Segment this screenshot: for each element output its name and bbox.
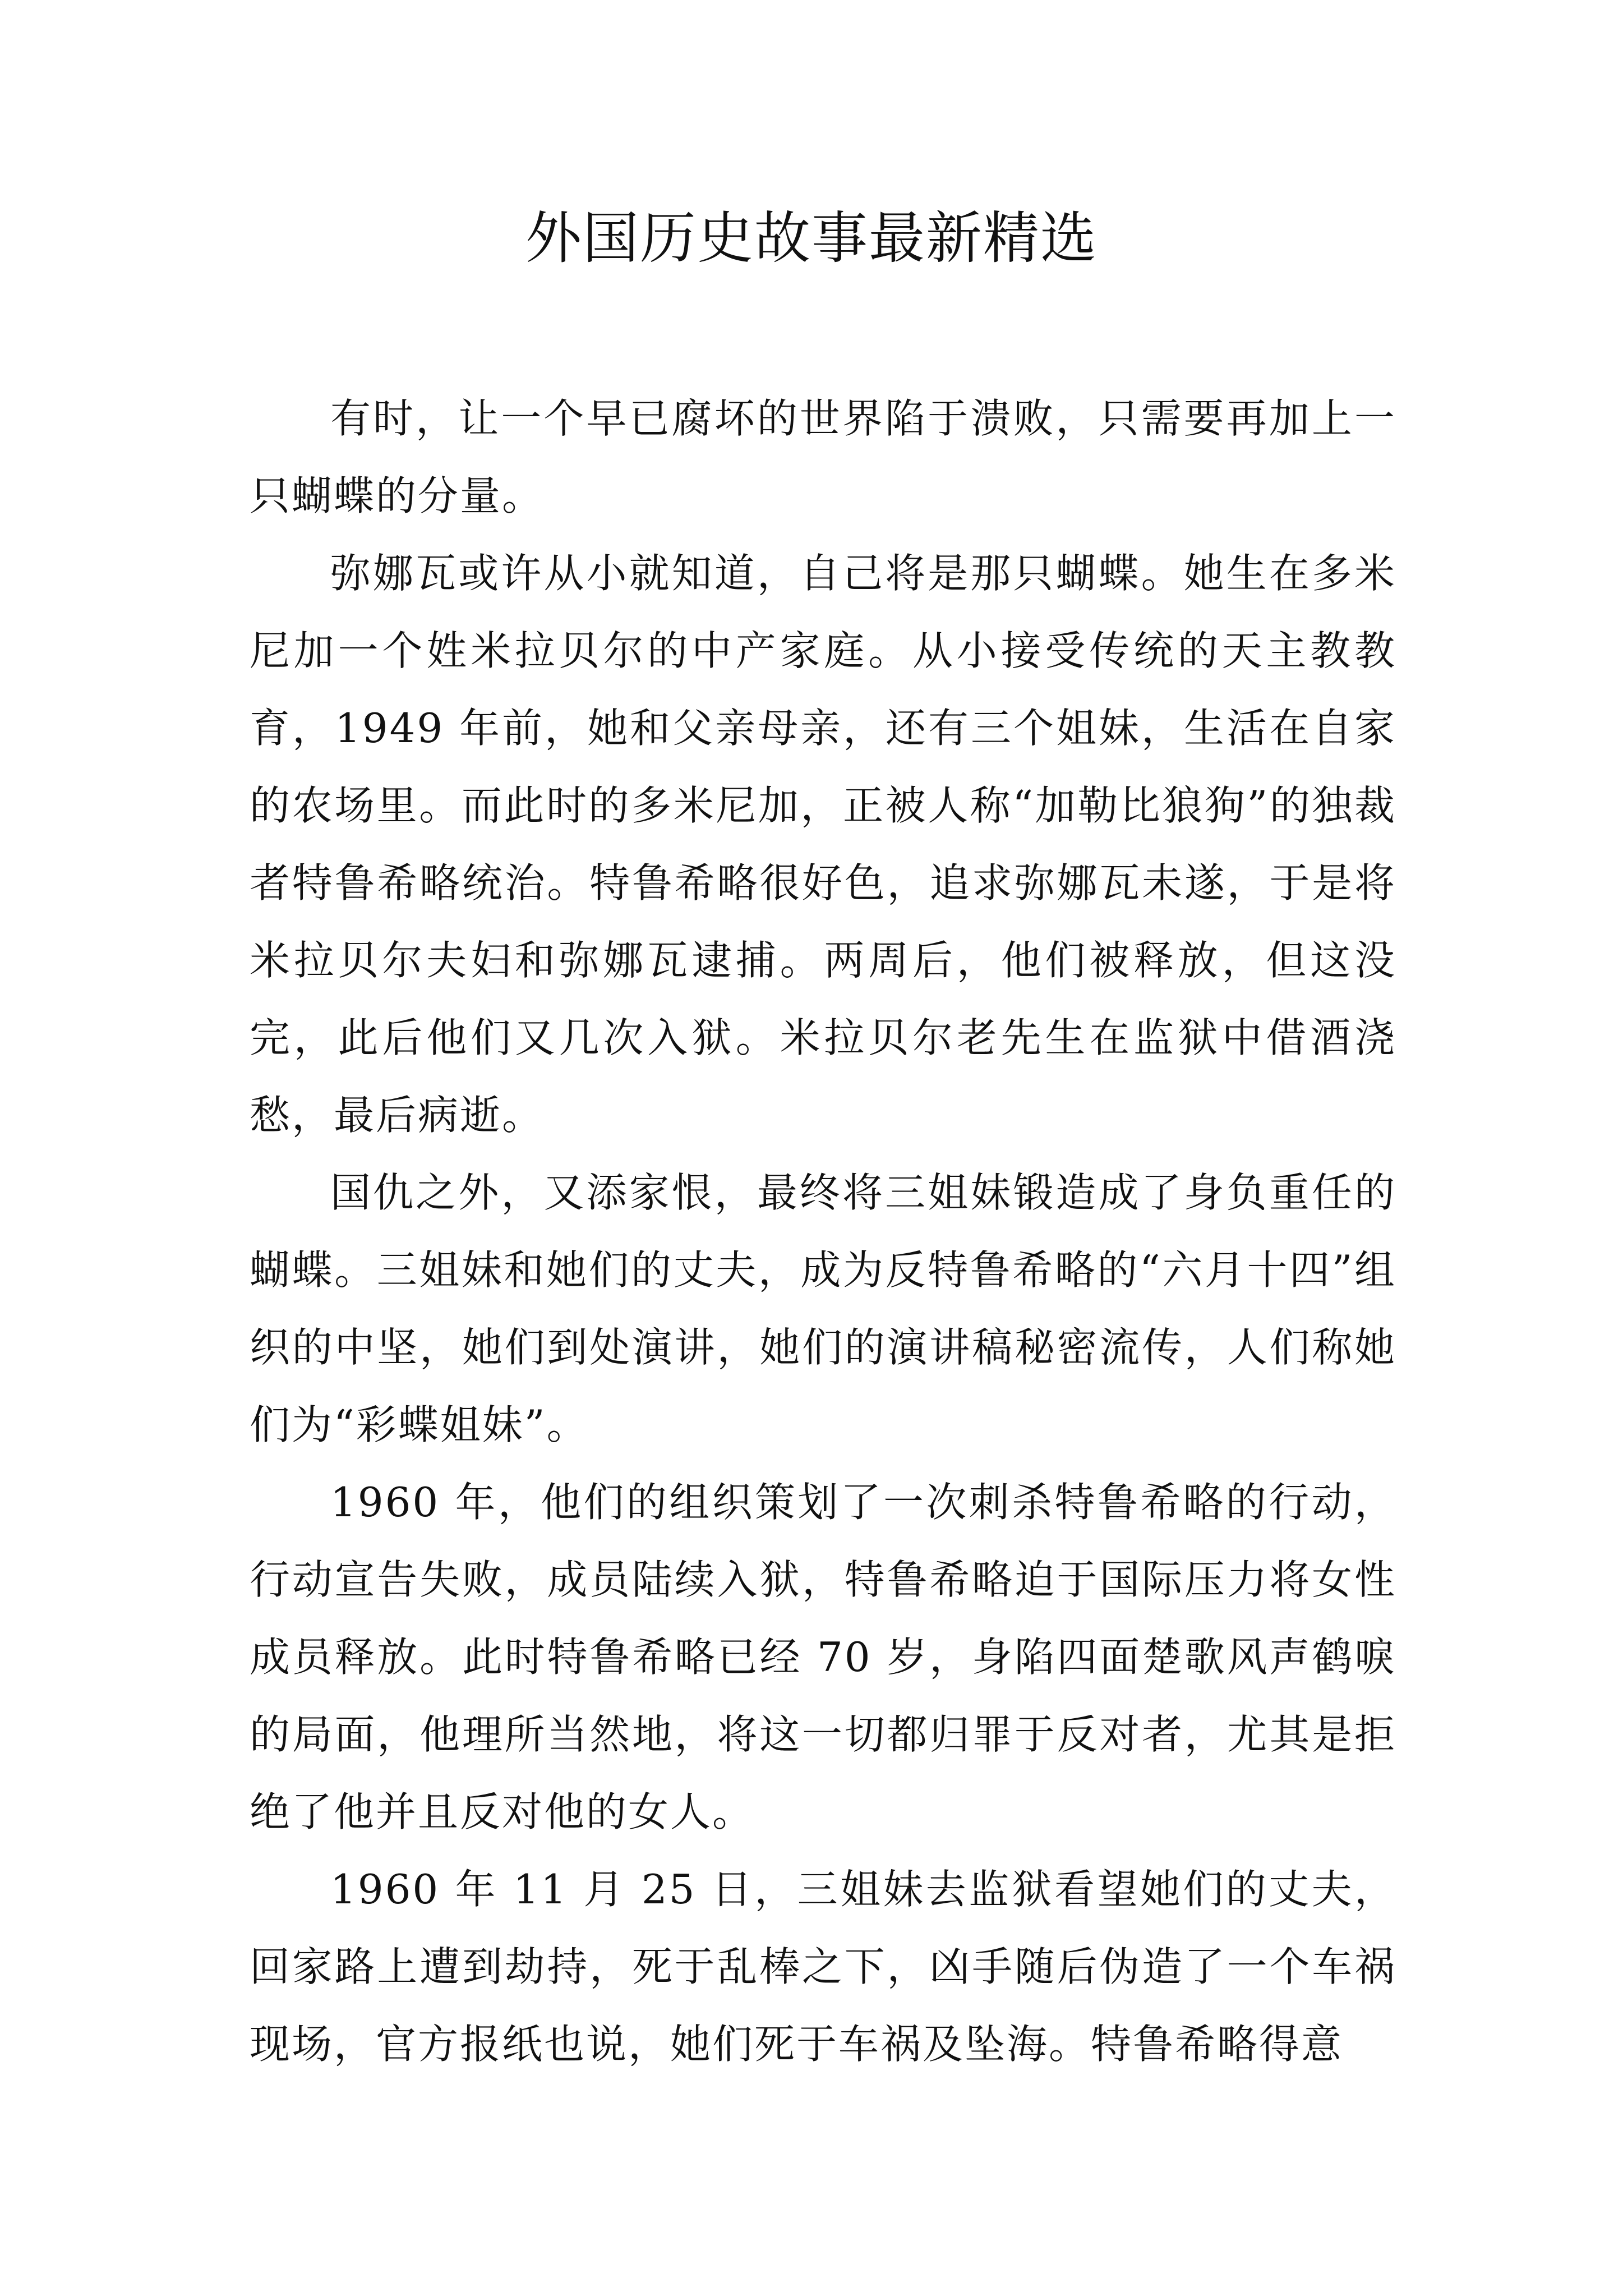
paragraph: 有时，让一个早已腐坏的世界陷于溃败，只需要再加上一只蝴蝶的分量。: [250, 395, 1396, 519]
paragraph: 1960 年，他们的组织策划了一次刺杀特鲁希略的行动，行动宣告失败，成员陆续入狱，特鲁希略迫于国际压力将女性成员释放。此时特鲁希略已经 70 岁，身陷四面楚歌风声鹤唳的局面，他理所当然地，将这一切都归罪于反对者，尤其是拒绝了他并且反对他的女人。: [250, 1479, 1396, 1835]
paragraph: 1960 年 11 月 25 日，三姐妹去监狱看望她们的丈夫，回家路上遭到劫持，死于乱棒之下，凶手随后伪造了一个车祸现场，官方报纸也说，她们死于车祸及坠海。特鲁希略得意: [250, 1866, 1396, 2068]
paragraph: 弥娜瓦或许从小就知道，自己将是那只蝴蝶。她生在多米尼加一个姓米拉贝尔的中产家庭。从小接受传统的天主教教育，1949 年前，她和父亲母亲，还有三个姐妹，生活在自家的农场里。而此时的多米尼加，正被人称“加勒比狼狗”的独裁者特鲁希略统治。特鲁希略很好色，追求弥娜瓦未遂，于是将米拉贝尔夫妇和弥娜瓦逮捕。两周后，他们被释放，但这没完，此后他们又几次入狱。米拉贝尔老先生在监狱中借酒浇愁，最后病逝。: [250, 550, 1396, 1139]
paragraph: 国仇之外，又添家恨，最终将三姐妹锻造成了身负重任的蝴蝶。三姐妹和她们的丈夫，成为反特鲁希略的“六月十四”组织的中坚，她们到处演讲，她们的演讲稿秘密流传，人们称她们为“彩蝶姐妹”。: [250, 1169, 1396, 1448]
document-body: [250, 380, 1396, 2083]
document-title: 外国历史故事最新精选: [525, 205, 1098, 271]
